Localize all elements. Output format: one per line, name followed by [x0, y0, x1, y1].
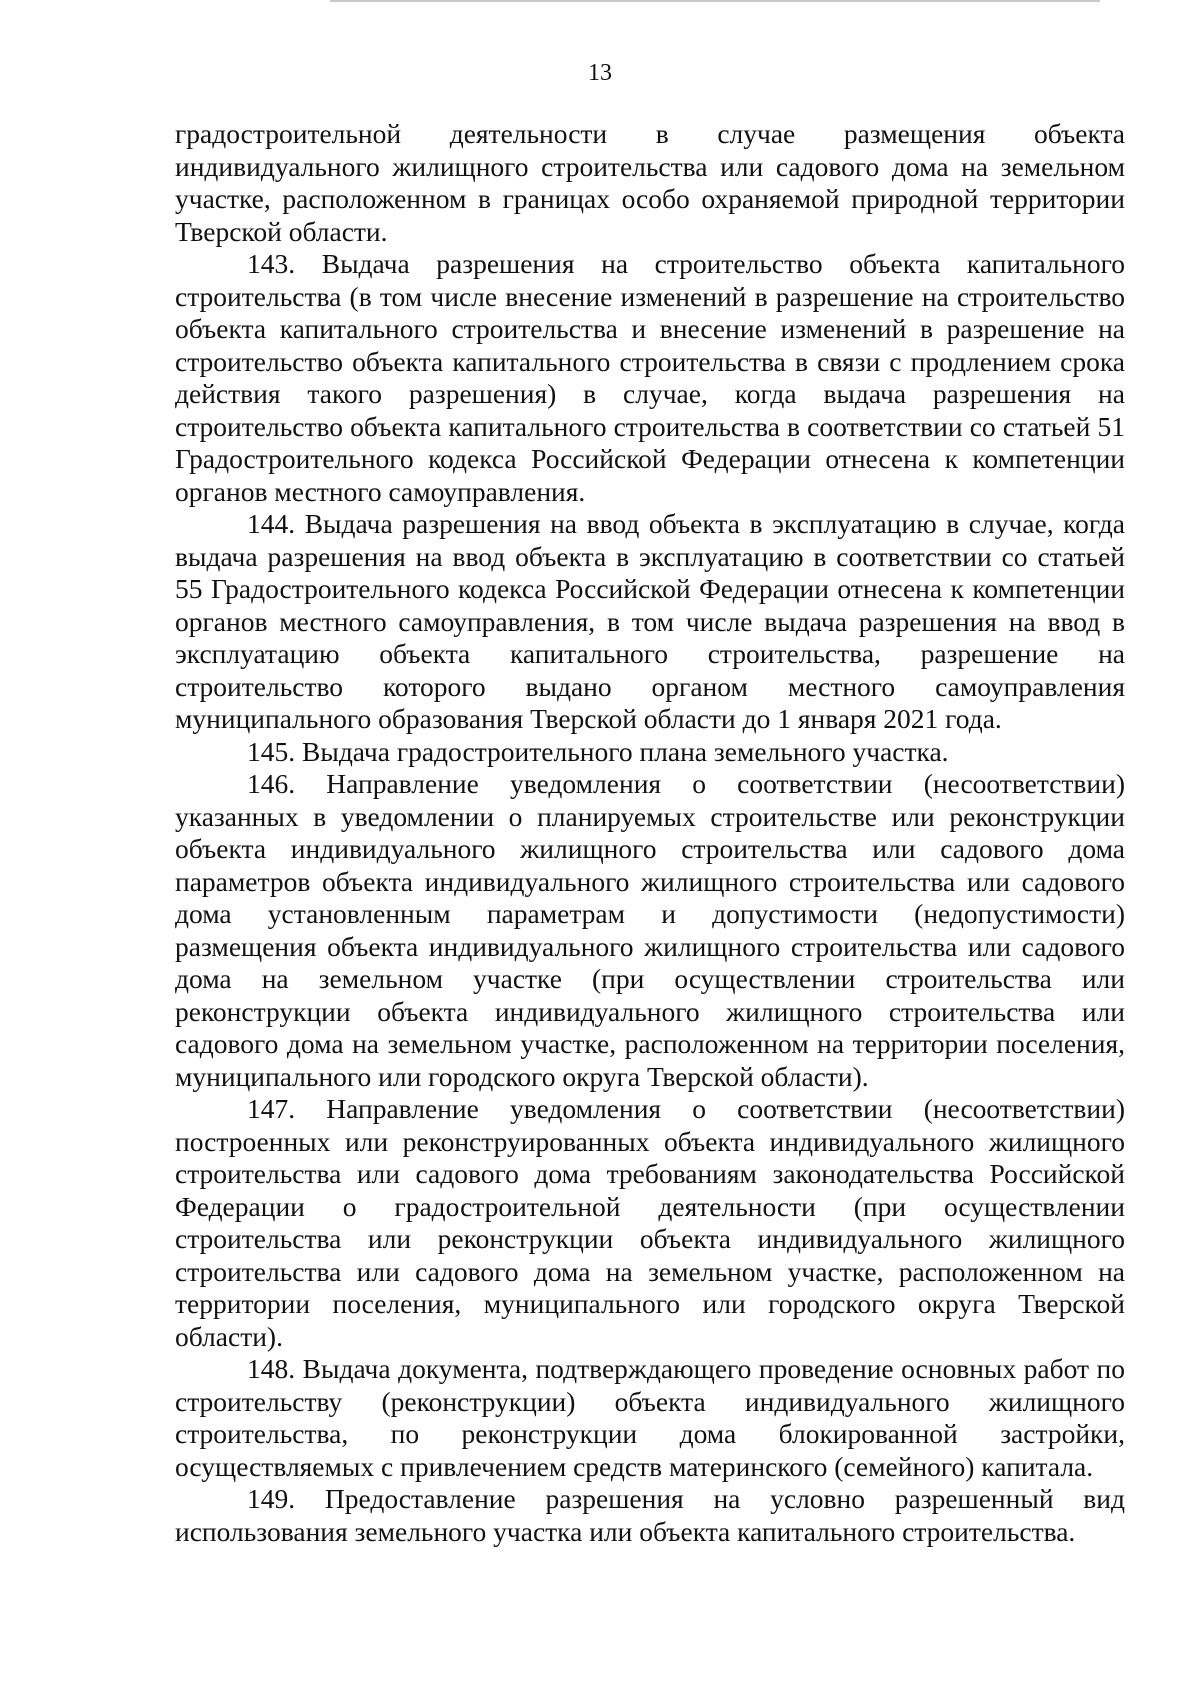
list-item-149: 149. Предоставление разрешения на условно разрешенный вид использования земельного участка или объекта капитального строительства.	[175, 1483, 1125, 1547]
list-item-147: 147. Направление уведомления о соответствии (несоответствии) построенных или реконструированных объекта индивидуального жилищного строительства или садового дома требованиям законодательства Российской Федерации о градостроительной деятельности (при осуществлении строительства или реконструкции объекта индивидуального жилищного строительства или садового дома на земельном участке, расположенном на территории поселения, муниципального или городского округа Тверской области).	[175, 1093, 1125, 1352]
continuation-paragraph: градостроительной деятельности в случае размещения объекта индивидуального жилищного строительства или садового дома на земельном участке, расположенном в границах особо охраняемой природной территории Тверской области.	[175, 118, 1125, 247]
list-item-146: 146. Направление уведомления о соответствии (несоответствии) указанных в уведомлении о планируемых строительстве или реконструкции объекта индивидуального жилищного строительства или садового дома параметров объекта индивидуального жилищного строительства или садового дома установленным параметрам и допустимости (недопустимости) размещения объекта индивидуального жилищного строительства или садового дома на земельном участке (при осуществлении строительства или реконструкции объекта индивидуального жилищного строительства или садового дома на земельном участке, расположенном на территории поселения, муниципального или городского округа Тверской области).	[175, 768, 1125, 1092]
list-item-148: 148. Выдача документа, подтверждающего проведение основных работ по строительству (реконструкции) объекта индивидуального жилищного строительства, по реконструкции дома блокированной застройки, осуществляемых с привлечением средств материнского (семейного) капитала.	[175, 1353, 1125, 1482]
list-item-144: 144. Выдача разрешения на ввод объекта в эксплуатацию в случае, когда выдача разрешения на ввод объекта в эксплуатацию в соответствии со статьей 55 Градостроительного кодекса Российской Федерации отнесена к компетенции органов местного самоуправления, в том числе выдача разрешения на ввод в эксплуатацию объекта капитального строительства, разрешение на строительство которого выдано органом местного самоуправления муниципального образования Тверской области до 1 января 2021 года.	[175, 508, 1125, 734]
list-item-145: 145. Выдача градостроительного плана земельного участка.	[247, 735, 949, 767]
list-item-143: 143. Выдача разрешения на строительство объекта капитального строительства (в том числе внесение изменений в разрешение на строительство объекта капитального строительства и внесение изменений в разрешение на строительство объекта капитального строительства в связи с продлением срока действия такого разрешения) в случае, когда выдача разрешения на строительство объекта капитального строительства в соответствии со статьей 51 Градостроительного кодекса Российской Федерации отнесена к компетенции органов местного самоуправления.	[175, 248, 1125, 507]
page-number: 13	[588, 60, 612, 86]
document-body	[175, 118, 1125, 1548]
scan-edge-line	[330, 0, 1100, 2]
